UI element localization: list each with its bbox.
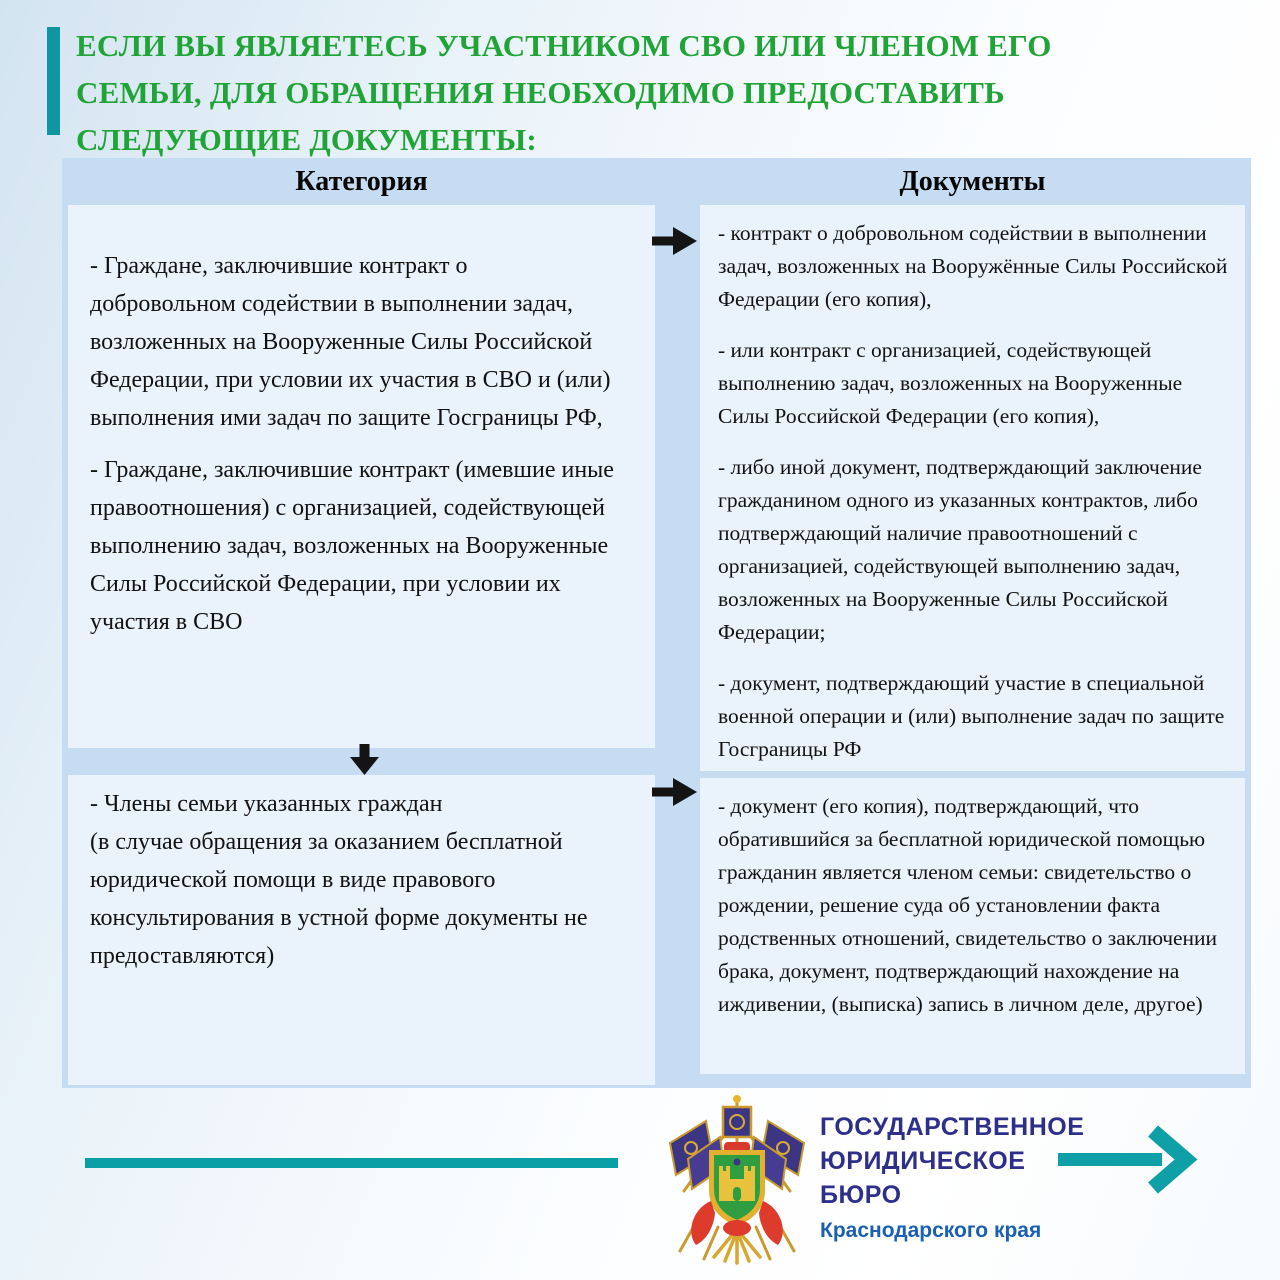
category-paragraph: (в случае обращения за оказанием бесплатной юридической помощи в виде правового консультирования в устной форме документы не предоставляются) (90, 829, 588, 969)
org-region-line: Краснодарского края (820, 1219, 1042, 1242)
footer-divider-line (85, 1158, 618, 1168)
cell-category-family-members (68, 775, 655, 1085)
krasnodar-krai-coat-of-arms-icon (662, 1093, 812, 1265)
document-item: - документ, подтверждающий участие в специальной военной операции и (или) выполнение задач по защите Госграницы РФ (718, 671, 1225, 761)
category-paragraph: - Граждане, заключившие контракт (имевшие иные правоотношения) с организацией, содействующей выполнению задач, возложенных на Вооруженные Силы Российской Федерации, при условии их участия в СВО (90, 457, 614, 635)
arrow-down-icon (348, 744, 382, 776)
org-name-line: БЮРО (820, 1181, 902, 1209)
title-accent-bar (47, 27, 60, 135)
document-item: - документ (его копия), подтверждающий, что обратившийся за бесплатной юридической помощью гражданин является членом семьи: свидетельство о рождении, решение суда об установлении факта родственных отношений, свидетельство о заключении брака, документ, подтверждающий нахождение на иждивении, (выписка) запись в личном деле, другое) (718, 794, 1218, 1016)
org-name-line: ГОСУДАРСТВЕННОЕ (820, 1113, 1085, 1141)
category-paragraph: - Граждане, заключившие контракт о добровольном содействии в выполнении задач, возложенных на Вооруженные Силы Российской Федерации, при условии их участия в СВО и (или) выполнения ими задач по защите Госграницы РФ, (90, 253, 611, 431)
cell-category-contract-citizens (68, 205, 655, 748)
document-item: - контракт о добровольном содействии в выполнении задач, возложенных на Вооружённые Силы Российской Федерации (его копия), (718, 221, 1228, 311)
cell-documents-contract-citizens (700, 205, 1245, 771)
category-paragraph: - Члены семьи указанных граждан (90, 791, 443, 817)
document-item: - либо иной документ, подтверждающий заключение гражданином одного из указанных контрактов, либо подтверждающий наличие правоотношений с организацией, содействующей выполнению задач, возложенных на Вооруженные Силы Российской Федерации; (718, 455, 1202, 644)
page-title: ЕСЛИ ВЫ ЯВЛЯЕТЕСЬ УЧАСТНИКОМ СВО ИЛИ ЧЛЕНОМ ЕГО СЕМЬИ, ДЛЯ ОБРАЩЕНИЯ НЕОБХОДИМО ПРЕДОСТАВИТЬ СЛЕДУЮЩИЕ ДОКУМЕНТЫ: (76, 28, 1052, 157)
documents-table (62, 158, 1251, 1088)
arrow-right-icon (652, 226, 698, 256)
column-header-category: Категория (295, 166, 428, 197)
column-header-documents: Документы (899, 166, 1046, 197)
document-item: - или контракт с организацией, содействующей выполнению задач, возложенных на Вооруженные Силы Российской Федерации (его копия), (718, 338, 1183, 428)
arrow-right-icon (652, 777, 698, 807)
arrow-right-teal-icon (1058, 1122, 1198, 1198)
org-name-line: ЮРИДИЧЕСКОЕ (820, 1147, 1026, 1175)
cell-documents-family-members (700, 778, 1245, 1074)
